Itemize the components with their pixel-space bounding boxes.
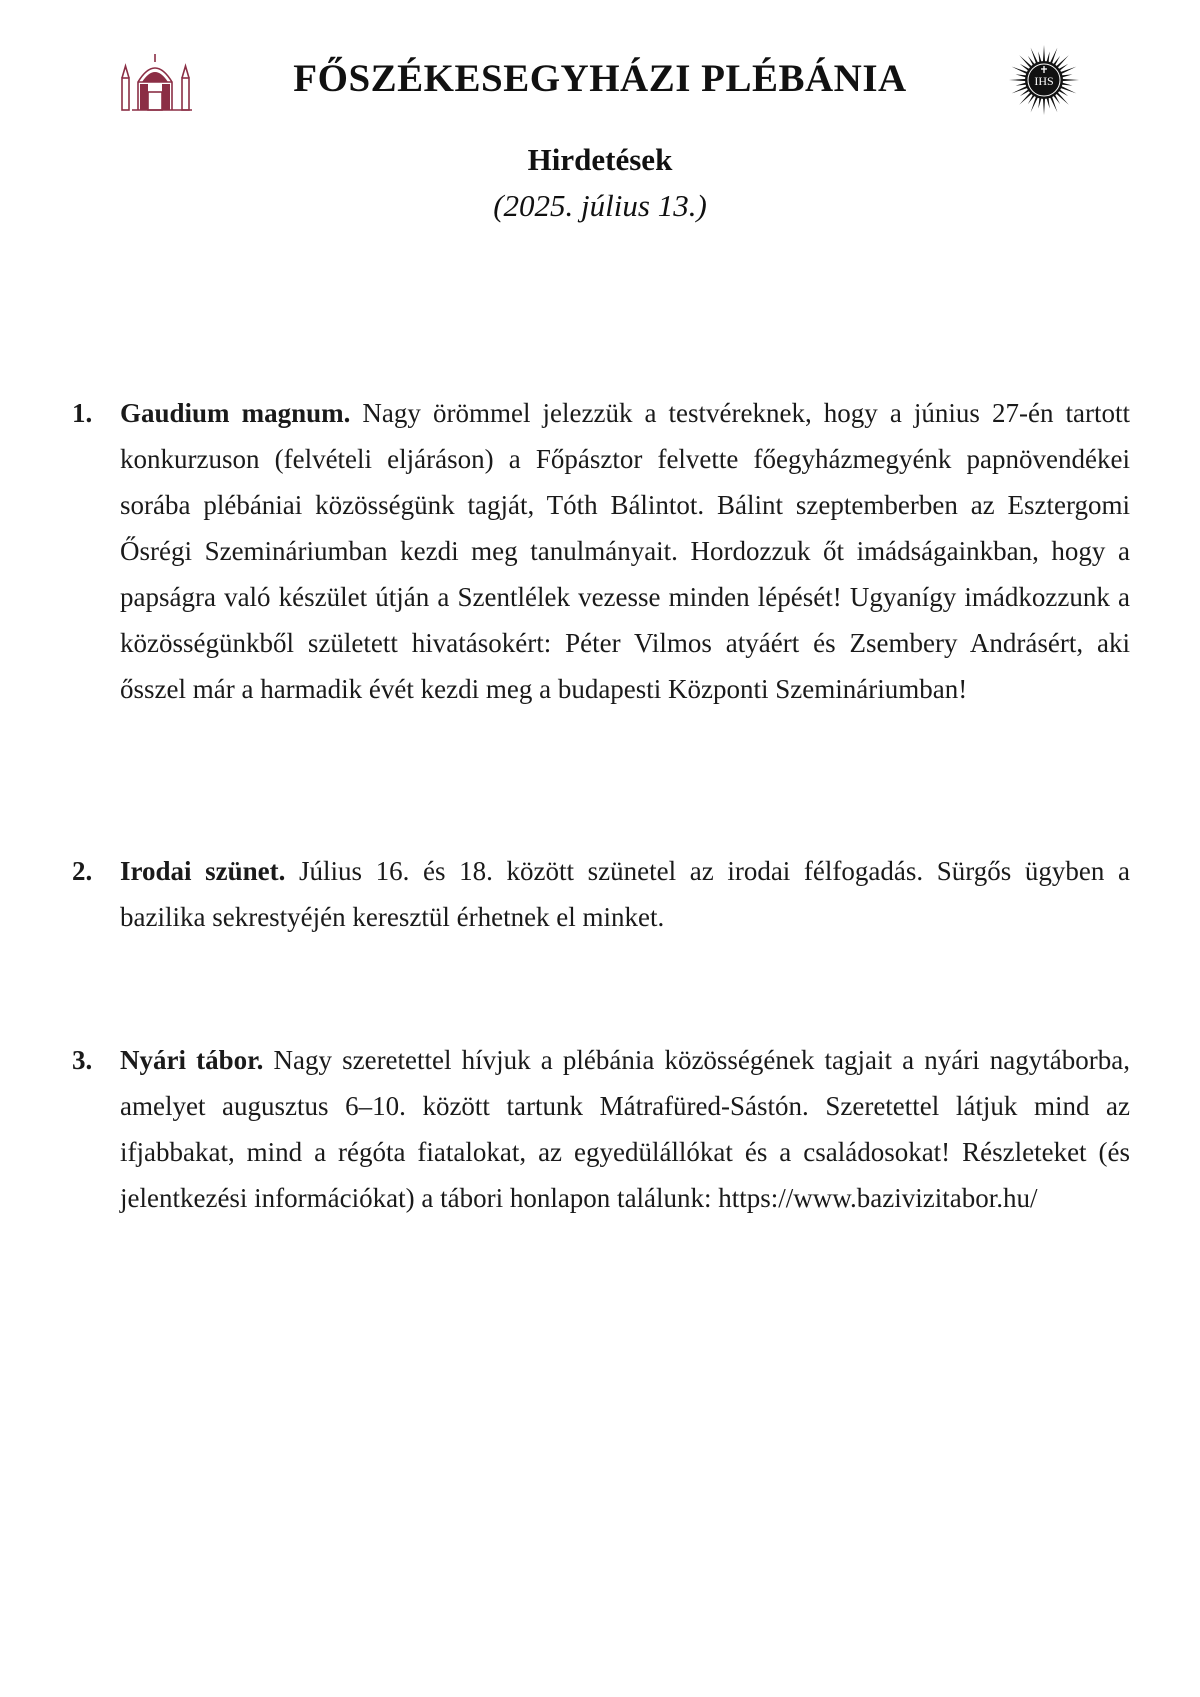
- parish-name: FŐSZÉKESEGYHÁZI PLÉBÁNIA: [293, 57, 907, 100]
- announcement-body: [120, 1037, 1130, 1221]
- announcement-number: 1.: [72, 398, 93, 428]
- announcement-text: Július 16. és 18. között szünetel az irodai félfogadás. Sürgős ügyben a bazilika sekrestyéjén keresztül érhetnek el minket.: [120, 856, 1130, 932]
- sun-ray: [1061, 82, 1072, 85]
- sun-ray: [1043, 98, 1045, 115]
- sun-ray: [1046, 97, 1049, 108]
- announcement-text: Nagy szeretettel hívjuk a plébánia közösségének tagjait a nyári nagytáborba, amelyet augusztus 6–10. között tartunk Mátrafüred-Sástón. Szeretettel látjuk mind az ifjabbakat, mind a régóta fiatalokat, az egyedülállókat és a családosokat! Részleteket (és jelentkezési információkat) a tábori honlapon találunk: https://www.bazivizitabor.hu/: [120, 1045, 1130, 1213]
- emblem-monogram: IHS: [1034, 74, 1054, 88]
- document-date: (2025. július 13.): [493, 188, 707, 223]
- announcement-body: [120, 390, 1130, 712]
- announcement-heading: Irodai szünet.: [120, 856, 286, 886]
- document-title: Hirdetések: [527, 142, 673, 177]
- sun-ray: [1019, 55, 1032, 68]
- announcement-text: Nagy örömmel jelezzük a testvéreknek, hogy a június 27-én tartott konkurzuson (felvételi eljáráson) a Főpásztor felvette főegyházmegyénk papnövendékei sorába plébániai közösségünk tagját, Tóth Bálintot. Bálint szeptemberben az Esztergomi Ősrégi Szemináriumban kezdi meg tanulmányait. Hordozzuk őt imádságainkban, hogy a papságra való készület útján a Szentlélek vezesse minden lépését! Ugyanígy imádkozzunk a közösségünkből született hivatásokért: Péter Vilmos atyáért és Zsembery Andrásért, aki ősszel már a harmadik évét kezdi meg a budapesti Központi Szemináriumban!: [120, 398, 1130, 704]
- sun-ray: [1043, 45, 1045, 62]
- ihs-sun-emblem-icon: [1008, 44, 1080, 116]
- sun-ray: [1056, 92, 1069, 105]
- sun-ray: [1016, 74, 1027, 77]
- announcement-heading: Nyári tábor.: [120, 1045, 264, 1075]
- sun-ray: [1016, 82, 1027, 85]
- announcement-body: [120, 848, 1130, 940]
- sun-ray: [1038, 52, 1041, 63]
- announcement-number: 2.: [72, 856, 93, 886]
- page-header: [0, 0, 1200, 130]
- sun-ray: [1009, 79, 1026, 81]
- announcement-heading: Gaudium magnum.: [120, 398, 351, 428]
- announcement-number: 3.: [72, 1045, 93, 1075]
- sun-ray: [1019, 92, 1032, 105]
- sun-ray: [1038, 97, 1041, 108]
- sun-ray: [1061, 74, 1072, 77]
- sun-ray: [1056, 55, 1069, 68]
- sun-ray: [1046, 52, 1049, 63]
- sun-ray: [1062, 79, 1079, 81]
